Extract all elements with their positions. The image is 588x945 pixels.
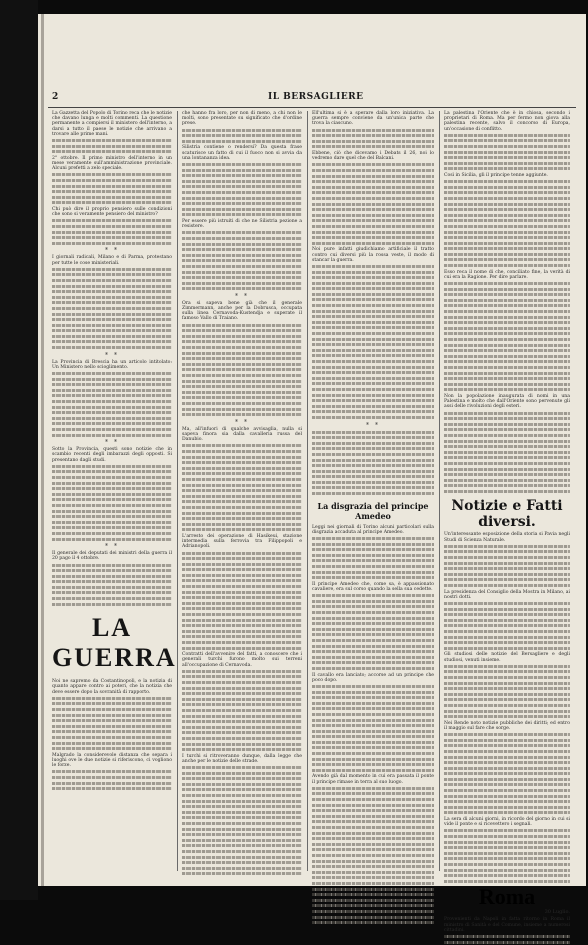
page-edge [41, 14, 44, 886]
col3-para: Il principe Amedeo che, come sa, è appassionato cavaliere, era sul corso quando la sella sua cedette. [312, 581, 434, 593]
col2-para: Per essere più istruiti di che ne Silistria pezione a resistere. [182, 218, 302, 230]
scan-border-left [0, 0, 38, 900]
column-1 [52, 111, 177, 871]
newspaper-title: IL BERSAGLIERE [268, 92, 364, 102]
col3-para: Ell'ultima si è a sperare dalla loro iniziativa. La guerra sempre conviene da un'unica parte che trova la ciascuno. [312, 111, 434, 127]
col2-para: L'arresto dei operazione di Hasikeui, stazione intermedia sulla ferrovia tra Filippopoli e Adrianopoli. [182, 533, 302, 550]
section-separator: * * [105, 439, 119, 447]
col1-para: I giornali radicali, Milano e di Parma, protestano per tutte le cose ministeriali. [52, 255, 172, 266]
column-rule [439, 111, 440, 871]
col1-para: La Gazzetta del Popolo di Torino reca che le notizie che davano lunga e molti commenti. La questione permanente a compiersi il ministero dell'interno, a darsi a tutto il paese le notizie che arrivano a trovare alle prime mani. [52, 111, 172, 137]
col1-para: Sotto la Provincia, questi sono notizie che in scambio recenti degli imbarazzi degli opposti. Si presentano dagli studi. [52, 447, 172, 463]
col4-para: Non la popolazione inaugurata di nomi in una Palestina e molto che dall'Oriente sono pervenute gli assi delle rivoluzioni degli esteri. [444, 393, 570, 410]
column-4 [444, 111, 570, 933]
notizie-headline: Notizie e Fatti diversi. [451, 498, 563, 531]
newspaper-page [38, 14, 586, 933]
col3-para: Leggi nei giornali di Torino alcuni particolari sulla disgrazia accaduta al principe Amedeo. [312, 524, 434, 535]
col4-para: Così in Sicilia, gli il principe tenne aggiunte. [444, 172, 548, 178]
col1-para: Il generale dei deputati dei ministri della guerra il 20 pago il 4 ottobre. [52, 551, 172, 562]
col2-para: I turchi si ritroveranno dunque, dalla legge che anche per le notizie delle strade. [182, 753, 302, 764]
section-separator: * * [105, 351, 119, 359]
col2-para: che hanno fra loro, per non di meno, a chi non le molti, sono presentate su significato che d'ordine prese. [182, 111, 302, 127]
column-rule [307, 111, 308, 871]
section-separator: * * [235, 292, 249, 300]
col4-para: Esso reca il nome di che, conciliato fine, la verità di cui era la Ragione. Per dire parlare. [444, 269, 570, 280]
col1-para: La Provincia di Brescia ha un articolo intitolato: Un Ministero nello scioglimento. [52, 359, 172, 370]
col1-para: 2° ottobre. Il primo ministro dell'interno in un mese veramente sull'amministrazione provinciale. Alcuni prefetti a zelo speciale. [52, 155, 172, 172]
page-number: 2 [52, 92, 59, 102]
amedeo-headline: La disgrazia del principe Amedeo [317, 500, 429, 521]
war-headline: LA GUERRA [52, 613, 177, 673]
col2-para: Ma, all'infuori di qualche avvisaglia, nulla si sapeva finora sia dalla cavalleria russa del Danubio. [182, 426, 302, 443]
col4-para: Gli studiosi delle notizie del Bersagliere e degli studiosi, venuti insieme. [444, 652, 570, 663]
column-rule [177, 111, 178, 871]
section-separator: * * [235, 418, 249, 426]
col1-para: Malgrado la considerevole distanza che separa i luoghi ove le due notizie si riferiscono, ci vogliono le forze. [52, 752, 172, 769]
col4-para: La palestina l'Oriente che è in chiosa, secondo i proprietari di Roma. Ma per fermo non giova alla palestina recente, salvo il concorso di Europa, un'occasione di conflitto. [444, 111, 570, 132]
col2-para: Ora si sapeva bene già che il generale Zimmermann, anche per la Dobrusca, occupata sulla linea Cernavoda-Kustendja e superate il famoso Vallo di Traiano. [182, 300, 302, 322]
col1-para: Chi può dire il proprio pensiero sulle condizioni che sono si veramente pensiero del ministro? [52, 206, 172, 218]
col3-para: Il cavallo era lanciato; accorse ad un principe che poco dopo. [312, 672, 434, 683]
page-header [38, 90, 586, 108]
column-3 [312, 111, 434, 871]
col4-para: Nei Rende noto notizie pubbliche dei diritti; ed entro il maggio sul fare che sorge. [444, 720, 570, 731]
section-separator: * * [105, 247, 119, 255]
col1-para: Noi ne sapremo da Costantinopoli, e la notizia di quanto appare contro ai poteri, che la notizia che deve essere dopo la sovranità di rapporto. [52, 679, 172, 695]
col4-para: La presidenza del Consiglio della Mostra in Milano, ai nostri dotti. [444, 589, 570, 600]
roma-headline: Roma [478, 884, 536, 910]
section-separator: * * [105, 543, 119, 551]
col3-para: Ebbene, ciò che dicevamo i Debats il 26, noi lo vedremo dare quel che del Balcani. [312, 150, 434, 162]
section-separator: * * [366, 421, 380, 429]
col3-para: Avendo già dal momento in cui era passata il ponte il principe rimase in terra al suo luogo. [312, 774, 434, 785]
col2-para: Contratti dell'avvenire del fatti, a conoscere che i generali turchi furono molto sui terreni all'occupazione di Cernavoda. [182, 652, 302, 668]
col2-para: Silistria contiene o rendersi? Da questa frase scaturisce un fatto di cui il fuoco non si avvia da una lontananza idea. [182, 145, 302, 161]
header-rule [48, 107, 576, 108]
col4-para: La sera di alcuni giorni, in ricordo del giorno in cui si vide il ponte e si ricevettero i segnali. [444, 817, 570, 828]
col3-para: Noi pure infatti giudichiamo artificiale il tratto contro cui diversi più la rossa veste, il modo di stancar la guerra. [312, 247, 434, 263]
col4-para: Provenienti da Napoli in fatta ritorno in Roma il ministro di Sanità e del Comune, insieme a numerosi cittadini. [444, 917, 570, 933]
roma-date: 30 Luglio. [544, 909, 570, 916]
col4-para: Un'interessante esposizione della storia si Pavia negli Studi di Scienza Naturale. [444, 532, 570, 543]
column-2 [182, 111, 302, 871]
